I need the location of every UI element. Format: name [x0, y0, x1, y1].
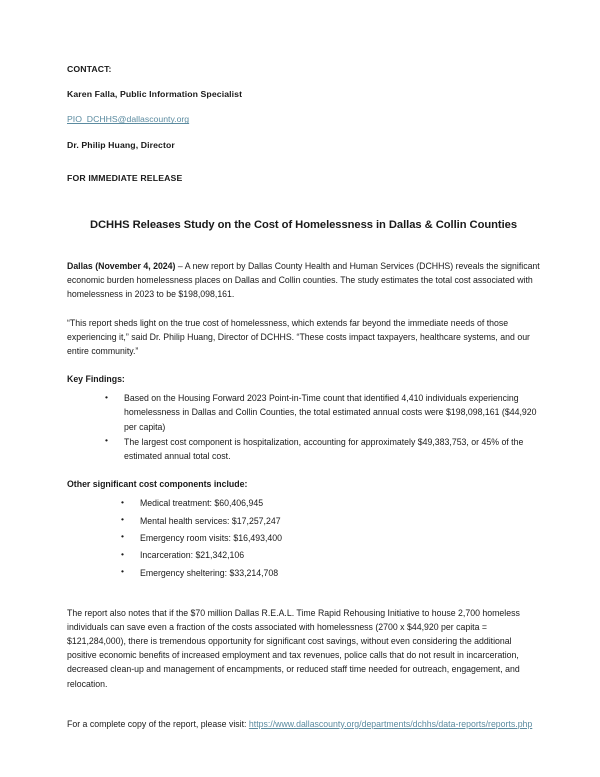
list-item: • Medical treatment: $60,406,945: [121, 496, 540, 510]
contact-person: Karen Falla, Public Information Specialist: [67, 89, 243, 100]
cost-components-heading: Other significant cost components include:: [67, 479, 248, 490]
report-url-link[interactable]: https://www.dallascounty.org/departments/dchhs/data-reports/reports.php: [248, 718, 533, 729]
report-link-paragraph: [67, 717, 540, 731]
dateline: Dallas (November 4, 2024): [67, 261, 176, 271]
contact-director: Dr. Philip Huang, Director: [67, 139, 175, 150]
contact-email-line: [67, 114, 540, 126]
lead-body: – A new report by Dallas County Health and Human Services (DCHHS) reveals the significant economic burden homelessness places on Dallas and Collin counties. The study estimates the total cost associated with homelessness in 2023 to be $198,098,161.: [67, 261, 540, 300]
list-item: • Emergency room visits: $16,493,400: [121, 531, 540, 545]
lead-paragraph: [67, 259, 540, 302]
list-item: • Incarceration: $21,342,106: [121, 548, 540, 562]
immediate-release-notice: FOR IMMEDIATE RELEASE: [67, 173, 183, 184]
list-item: • Emergency sheltering: $33,214,708: [121, 566, 540, 580]
report-link-prefix: For a complete copy of the report, please visit:: [67, 718, 249, 729]
contact-block: [67, 64, 540, 151]
closing-paragraph: The report also notes that if the $70 million Dallas R.E.A.L. Time Rapid Rehousing Initiative to house 2,700 homeless individuals can save even a fraction of the costs associated with homelessness (2700 x $44,920 per capita = $121,284,000), there is tremendous opportunity for significant cost savings, without even considering the additional positive economic benefits of increased employment and tax revenues, police calls that do not result in incarceration, decreased clean-up and management of encampments, or reduced staff time needed for outreach, engagement, and relocation.: [67, 607, 520, 689]
key-findings-heading: Key Findings:: [67, 374, 125, 385]
list-item: • Mental health services: $17,257,247: [121, 514, 540, 528]
contact-label: CONTACT:: [67, 64, 112, 74]
list-item: • Based on the Housing Forward 2023 Point-in-Time count that identified 4,410 individuals experiencing homelessness in Dallas and Collin Counties, the total estimated annual costs were $198,098,161 ($44,920 per capita): [105, 391, 540, 434]
quote-paragraph: “This report sheds light on the true cost of homelessness, which extends far beyond the immediate needs of those experiencing it,” said Dr. Philip Huang, Director of DCHHS. “These costs impact taxpayers, healthcare systems, and our entire community.”: [67, 317, 530, 356]
cost-components-list: [67, 496, 540, 580]
page-title: DCHHS Releases Study on the Cost of Homelessness in Dallas & Collin Counties: [89, 219, 517, 232]
list-item: • The largest cost component is hospitalization, accounting for approximately $49,383,753, or 45% of the estimated annual total cost.: [105, 435, 540, 463]
key-findings-list: [67, 391, 540, 463]
contact-email-link[interactable]: PIO_DCHHS@dallascounty.org: [67, 114, 190, 125]
